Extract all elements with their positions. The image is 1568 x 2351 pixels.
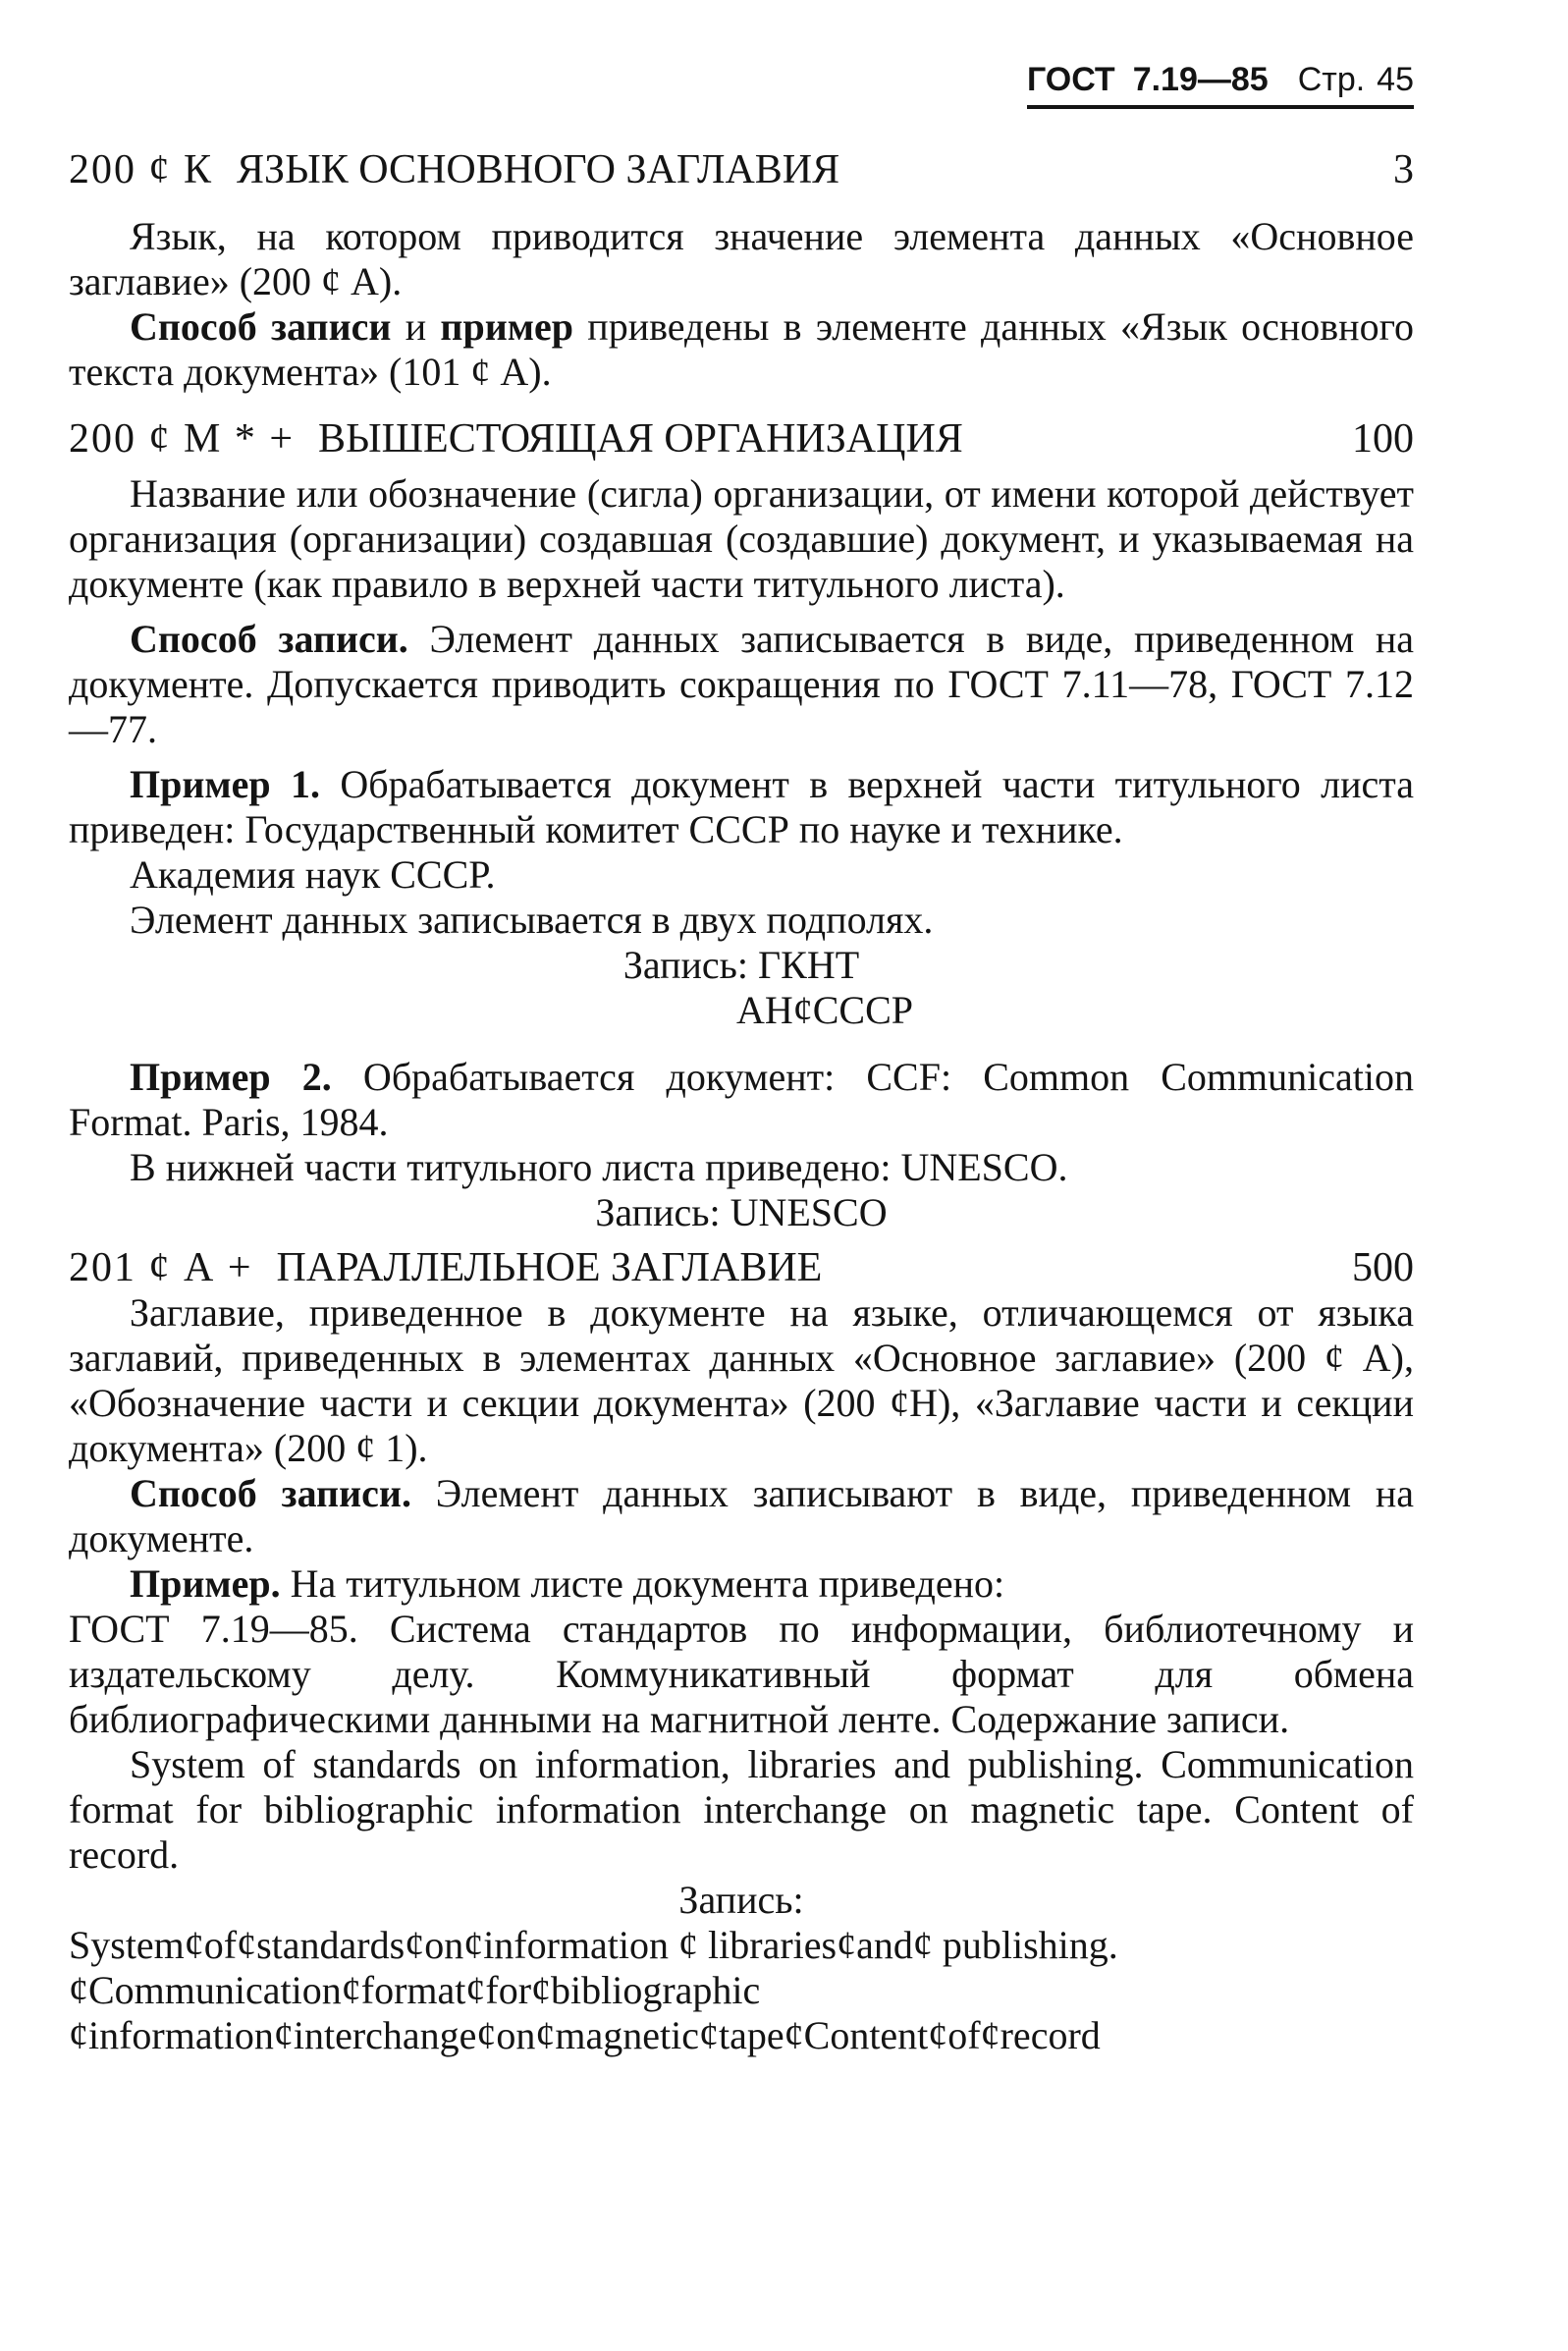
field-code: 200 ¢ К	[69, 147, 214, 192]
record-line: ¢Communication¢format¢for¢bibliographic	[69, 1968, 761, 2012]
record-line: Запись: UNESCO	[595, 1190, 888, 1234]
record-line: Запись: ГКНТ	[622, 943, 860, 987]
header-page-label: Стр.	[1297, 61, 1366, 98]
bold-term: Способ записи.	[130, 617, 408, 661]
paragraph: Язык, на котором приводится значение элемента данных «Основное заглавие» (200 ¢ А).	[69, 214, 1414, 303]
section-heading-organization	[69, 416, 1414, 462]
text-run: Обрабатывается документ в верхней части титульного листа приведен: Государственный комитет СССР по науке и технике.	[69, 762, 1414, 851]
record-label: Запись:	[678, 1878, 804, 1922]
field-title: ПАРАЛЛЕЛЬНОЕ ЗАГЛАВИЕ	[276, 1245, 823, 1290]
text-run: и	[391, 304, 441, 349]
paragraph: System of standards on information, libraries and publishing. Communication format for bibliographic information interchange on magnetic tape. Content of record.	[69, 1742, 1414, 1877]
field-title: ЯЗЫК ОСНОВНОГО ЗАГЛАВИЯ	[237, 147, 840, 192]
bold-term: пример	[440, 304, 573, 349]
header-page-number: 45	[1377, 61, 1414, 98]
paragraph: В нижней части титульного листа приведено: UNESCO.	[130, 1145, 1068, 1189]
bold-term: Пример 1.	[130, 762, 321, 806]
header-standard: ГОСТ	[1026, 61, 1115, 98]
paragraph: Элемент данных записывается в двух подполях.	[130, 898, 934, 942]
record-line: ¢information¢interchange¢on¢magnetic¢tape¢Content¢of¢record	[69, 2013, 1101, 2057]
text-run: приведены в элементе данных «Язык основного текста документа» (101 ¢ А).	[69, 304, 1414, 394]
paragraph	[69, 1055, 1414, 1145]
paragraph	[69, 1561, 1414, 1607]
text-run: Обрабатывается документ: CCF: Common Communication Format. Paris, 1984.	[69, 1055, 1415, 1144]
text-run: На титульном листе документа приведено:	[280, 1561, 1005, 1606]
field-title: ВЫШЕСТОЯЩАЯ ОРГАНИЗАЦИЯ	[318, 416, 963, 462]
paragraph: ГОСТ 7.19—85. Система стандартов по информации, библиотечному и издательскому делу. Коммуникативный формат для обмена библиографическими данными на магнитной ленте. Содержание записи.	[69, 1607, 1414, 1741]
paragraph: Академия наук СССР.	[130, 852, 496, 897]
text-run: Элемент данных записывают в виде, приведенном на документе.	[69, 1471, 1414, 1560]
bold-term: Способ записи.	[130, 1471, 411, 1515]
paragraph	[69, 617, 1414, 752]
paragraph	[69, 762, 1414, 852]
paragraph	[69, 1471, 1414, 1561]
bold-term: Пример 2.	[130, 1055, 332, 1099]
paragraph: Название или обозначение (сигла) организации, от имени которой действует организация (организации) создавшая (создавшие) документ, и указываемая на документе (как правило в верхней части титульного листа).	[69, 471, 1414, 606]
paragraph	[69, 304, 1414, 395]
field-number: 3	[1393, 147, 1414, 192]
record-line: АН¢СССР	[735, 988, 914, 1032]
bold-term: Способ записи	[130, 304, 392, 349]
section-heading-language	[69, 147, 1414, 192]
record-line: System¢of¢standards¢on¢information ¢ libraries¢and¢ publishing.	[69, 1923, 1118, 1967]
page-body	[69, 147, 1414, 2058]
bold-term: Пример.	[130, 1561, 281, 1606]
paragraph: Заглавие, приведенное в документе на языке, отличающемся от языка заглавий, приведенных в элементах данных «Основное заглавие» (200 ¢ А), «Обозначение части и секции документа» (200 ¢Н), «Заглавие части и секции документа» (200 ¢ 1).	[69, 1290, 1414, 1470]
field-number: 100	[1352, 416, 1414, 462]
section-heading-parallel-title	[69, 1245, 1414, 1290]
field-code: 200 ¢ М * +	[69, 416, 296, 462]
text-run: Элемент данных записывается в виде, приведенном на документе. Допускается приводить сокращения по ГОСТ 7.11—78, ГОСТ 7.12—77.	[69, 617, 1414, 751]
field-number: 500	[1352, 1245, 1414, 1290]
page-header	[1027, 61, 1414, 109]
field-code: 201 ¢ А +	[69, 1245, 253, 1290]
header-code: 7.19—85	[1132, 61, 1269, 98]
